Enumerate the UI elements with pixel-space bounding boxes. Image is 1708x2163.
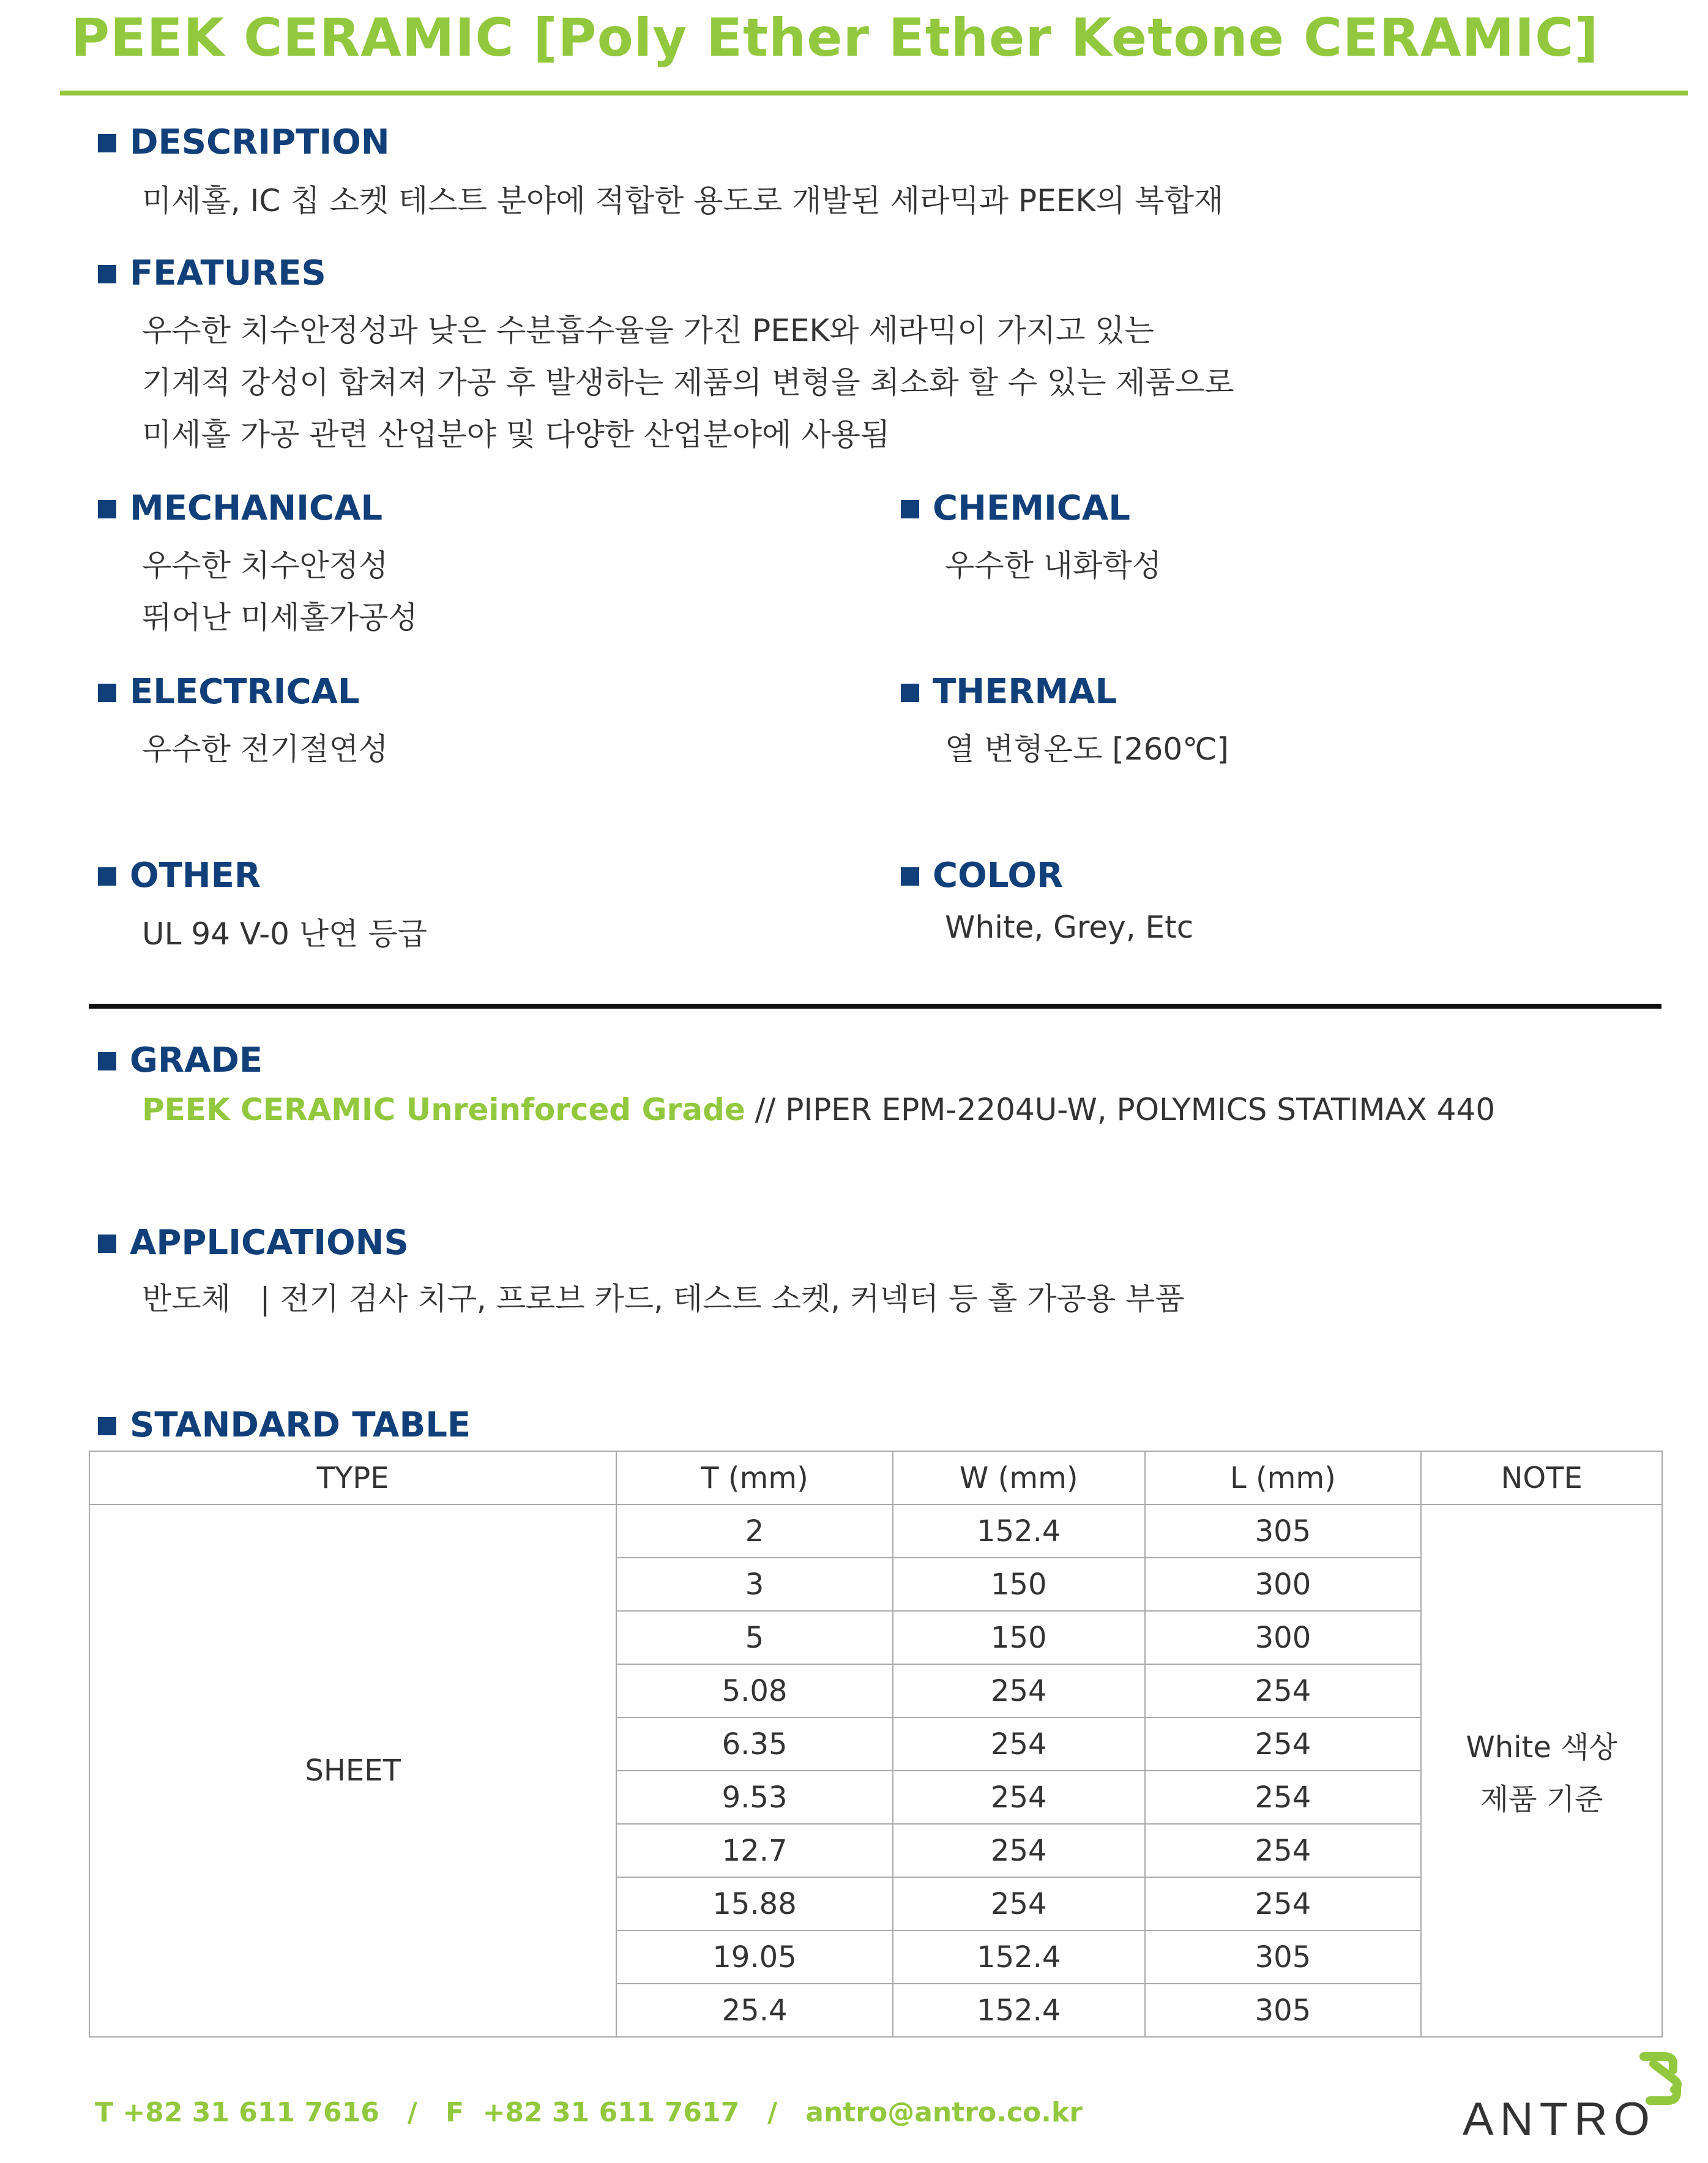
length-cell: 305 [1145, 1930, 1422, 1984]
footer-fax: F +82 31 611 7617 [445, 2097, 740, 2128]
grade-heading: GRADE [98, 1040, 263, 1080]
thickness-cell: 6.35 [616, 1717, 893, 1771]
column-header: T (mm) [616, 1451, 893, 1504]
footer-email[interactable]: antro@antro.co.kr [805, 2097, 1083, 2128]
thickness-cell: 5.08 [616, 1664, 893, 1717]
standard-table-heading: STANDARD TABLE [98, 1405, 471, 1445]
grade-highlight: PEEK CERAMIC Unreinforced Grade [142, 1092, 745, 1127]
note-cell [1421, 1504, 1662, 2037]
electrical-heading: ELECTRICAL [98, 672, 360, 712]
bullet-square-icon [901, 500, 919, 518]
length-cell: 300 [1145, 1611, 1422, 1664]
features-line: 우수한 치수안정성과 낮은 수분흡수율을 가진 PEEK와 세라믹이 가지고 있는 [142, 313, 1154, 348]
length-cell: 254 [1145, 1877, 1422, 1930]
table-header-row [89, 1451, 1662, 1504]
width-cell: 152.4 [893, 1504, 1145, 1558]
bullet-square-icon [98, 1052, 116, 1070]
mechanical-line: 뛰어난 미세홀가공성 [142, 600, 418, 635]
grade-rest: // PIPER EPM-2204U-W, POLYMICS STATIMAX 440 [745, 1092, 1496, 1127]
width-cell: 254 [893, 1824, 1145, 1877]
description-text: 미세홀, IC 칩 소켓 테스트 분야에 적합한 용도로 개발된 세라믹과 PEEK의 복합재 [142, 183, 1224, 219]
footer-contact [95, 2097, 1083, 2128]
note-line: 제품 기준 [1480, 1782, 1603, 1817]
length-cell: 254 [1145, 1771, 1422, 1824]
column-header: W (mm) [893, 1451, 1145, 1504]
features-line: 기계적 강성이 합쳐져 가공 후 발생하는 제품의 변형을 최소화 할 수 있는 제품으로 [142, 365, 1234, 400]
width-cell: 152.4 [893, 1984, 1145, 2037]
thermal-heading: THERMAL [901, 672, 1117, 712]
mechanical-line: 우수한 치수안정성 [142, 548, 389, 583]
bullet-square-icon [98, 867, 116, 886]
features-line: 미세홀 가공 관련 산업분야 및 다양한 산업분야에 사용됨 [142, 417, 890, 452]
length-cell: 300 [1145, 1558, 1422, 1611]
thickness-cell: 5 [616, 1611, 893, 1664]
antro-logo [1463, 2044, 1695, 2142]
color-heading: COLOR [901, 856, 1063, 895]
description-heading: DESCRIPTION [98, 122, 390, 162]
thickness-cell: 2 [616, 1504, 893, 1558]
bullet-square-icon [901, 867, 919, 886]
grade-text [142, 1092, 1495, 1127]
footer-separator: / [407, 2097, 417, 2128]
column-header: TYPE [89, 1451, 616, 1504]
logo-text: ANTRO [1463, 2093, 1656, 2142]
length-cell: 254 [1145, 1824, 1422, 1877]
column-header: L (mm) [1145, 1451, 1422, 1504]
bullet-square-icon [901, 684, 919, 702]
other-heading: OTHER [98, 856, 261, 895]
length-cell: 254 [1145, 1664, 1422, 1717]
width-cell: 150 [893, 1558, 1145, 1611]
standard-table [89, 1451, 1663, 2038]
table-row [89, 1504, 1662, 1558]
applications-heading: APPLICATIONS [98, 1223, 409, 1263]
other-line: UL 94 V-0 난연 등급 [142, 916, 427, 952]
thickness-cell: 15.88 [616, 1877, 893, 1930]
features-heading: FEATURES [98, 253, 326, 293]
bullet-square-icon [98, 1235, 116, 1253]
width-cell: 254 [893, 1664, 1145, 1717]
thickness-cell: 12.7 [616, 1824, 893, 1877]
thickness-cell: 9.53 [616, 1771, 893, 1824]
bullet-square-icon [98, 134, 116, 152]
mechanical-heading: MECHANICAL [98, 488, 382, 528]
applications-text: 반도체 | 전기 검사 치구, 프로브 카드, 테스트 소켓, 커넥터 등 홀 가공용 부품 [142, 1281, 1185, 1317]
footer-phone: T +82 31 611 7616 [95, 2097, 379, 2128]
thickness-cell: 25.4 [616, 1984, 893, 2037]
color-line: White, Grey, Etc [945, 910, 1194, 945]
column-header: NOTE [1421, 1451, 1662, 1504]
note-line: White 색상 [1466, 1730, 1617, 1765]
width-cell: 254 [893, 1771, 1145, 1824]
length-cell: 254 [1145, 1717, 1422, 1771]
title-underline [60, 91, 1688, 95]
bullet-square-icon [98, 1417, 116, 1435]
type-cell: SHEET [89, 1504, 616, 2037]
thickness-cell: 19.05 [616, 1930, 893, 1984]
page-title: PEEK CERAMIC [Poly Ether Ether Ketone CERAMIC] [71, 7, 1599, 69]
bullet-square-icon [98, 500, 116, 518]
width-cell: 150 [893, 1611, 1145, 1664]
width-cell: 152.4 [893, 1930, 1145, 1984]
bullet-square-icon [98, 265, 116, 283]
thickness-cell: 3 [616, 1558, 893, 1611]
length-cell: 305 [1145, 1984, 1422, 2037]
chemical-heading: CHEMICAL [901, 488, 1130, 528]
length-cell: 305 [1145, 1504, 1422, 1558]
bullet-square-icon [98, 684, 116, 702]
thermal-line: 열 변형온도 [260℃] [945, 731, 1229, 767]
footer-separator: / [767, 2097, 778, 2128]
width-cell: 254 [893, 1877, 1145, 1930]
section-divider [89, 1004, 1661, 1009]
width-cell: 254 [893, 1717, 1145, 1771]
chemical-line: 우수한 내화학성 [945, 548, 1162, 583]
electrical-line: 우수한 전기절연성 [142, 731, 389, 767]
